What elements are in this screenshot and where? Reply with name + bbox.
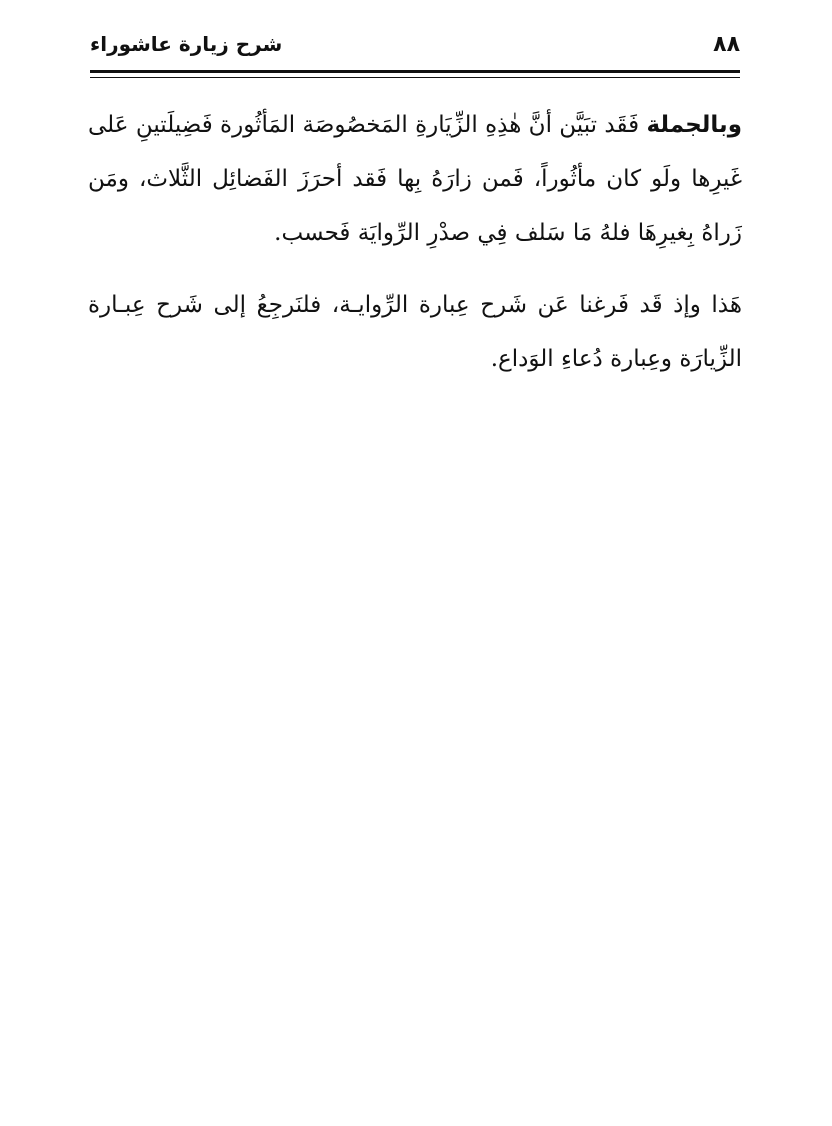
body-text: [88, 98, 742, 404]
paragraph-1: [88, 98, 742, 260]
header-rule-thick: [90, 70, 740, 73]
header-rule-thin: [90, 77, 740, 78]
paragraph-2: [88, 278, 742, 386]
paragraph-1-text: فَقَد تبَيَّن أنَّ هٰذِهِ الزِّيَارةِ المَخصُوصَة المَأثُورة فَضِيلَتينِ عَلى غَيرِها ولَو كان مأثُوراً، فَمن زارَهُ بِها فَقد أحرَزَ الفَضائِل الثَّلاث، ومَن زَراهُ بِغيرِهَا فلهُ مَا سَلف فِي صدْرِ الرِّوايَة فَحسب.: [88, 112, 742, 246]
page-number: ٨٨: [713, 32, 740, 57]
running-title: شرح زيارة عاشوراء: [90, 32, 283, 56]
page-header: [90, 28, 740, 62]
paragraph-1-lead-word: وبالجملة: [646, 112, 742, 138]
paragraph-2-text: هَذا وإذ قَد فَرغنا عَن شَرح عِبارة الرِّوايـة، فلنَرجِعُ إلى شَرح عِبـارة الزِّيارَة وعِبارة دُعاءِ الوَداع.: [88, 292, 742, 372]
